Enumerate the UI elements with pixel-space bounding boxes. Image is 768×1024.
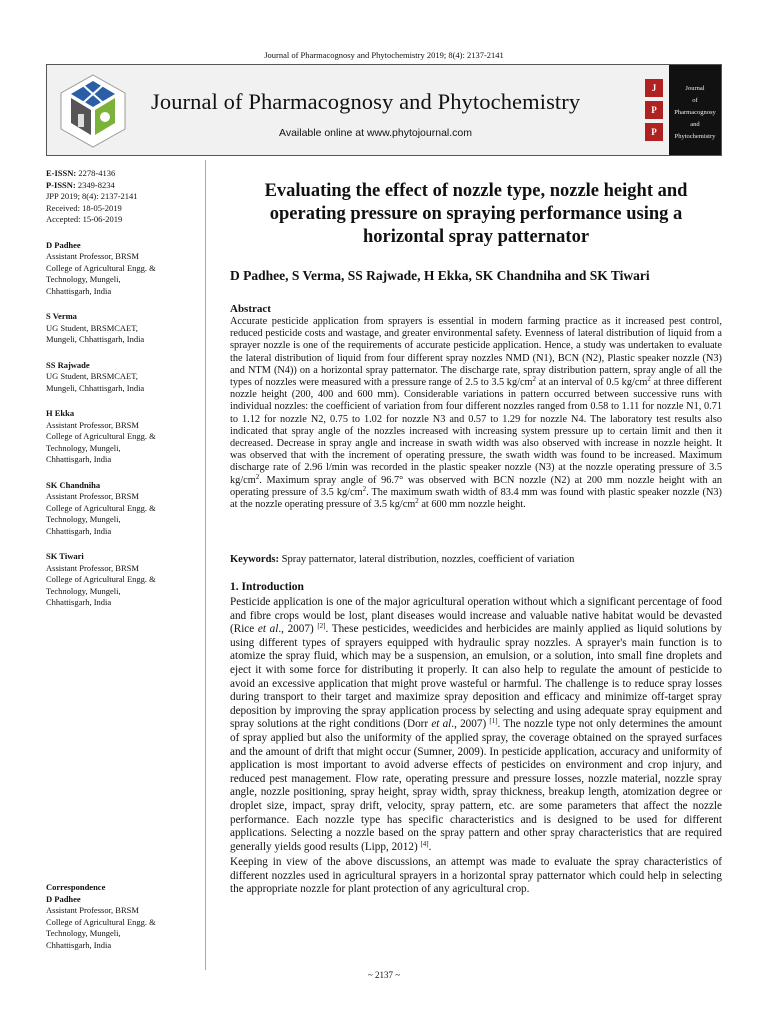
eissn-value: 2278-4136 bbox=[78, 168, 116, 178]
citation-ref[interactable]: [4] bbox=[420, 839, 429, 848]
author-name: H Ekka bbox=[46, 408, 75, 418]
jpp-letter: P bbox=[645, 123, 663, 141]
column-divider bbox=[205, 160, 206, 970]
accepted-date: 15-06-2019 bbox=[82, 214, 123, 224]
citation-ref[interactable]: [2] bbox=[317, 622, 326, 631]
page-number: ~ 2137 ~ bbox=[367, 970, 401, 980]
article-meta bbox=[46, 168, 196, 226]
journal-banner bbox=[46, 64, 722, 156]
keywords-text: Spray patternator, lateral distribution, nozzles, coefficient of variation bbox=[279, 554, 575, 565]
affiliation-line: College of Agricultural Engg. & bbox=[46, 574, 156, 584]
author-name: SS Rajwade bbox=[46, 359, 90, 370]
affiliation-list bbox=[46, 240, 196, 609]
affiliation-line: Chhattisgarh, India bbox=[46, 525, 112, 536]
journal-cover-thumbnail bbox=[669, 65, 721, 155]
affiliation-line: Technology, Mungeli, bbox=[46, 928, 121, 938]
cover-text: Journal bbox=[685, 85, 705, 92]
affiliation-line: Mungeli, Chhattisgarh, India bbox=[46, 382, 145, 393]
correspondence-name: D Padhee bbox=[46, 893, 81, 904]
jpp-badge bbox=[645, 79, 663, 145]
jpp-citation: JPP 2019; 8(4): 2137-2141 bbox=[46, 191, 138, 201]
author-name: D Padhee bbox=[46, 239, 81, 250]
affiliation-line: College of Agricultural Engg. & bbox=[46, 262, 156, 273]
citation-ref[interactable]: [1] bbox=[489, 717, 498, 726]
affiliation-line: Assistant Professor, BRSM bbox=[46, 419, 139, 430]
affiliation-block bbox=[46, 311, 196, 346]
affiliation-block bbox=[46, 408, 196, 466]
author-name: SK Tiwari bbox=[46, 551, 84, 561]
correspondence-block bbox=[46, 882, 196, 951]
author-list: D Padhee, S Verma, SS Rajwade, H Ekka, SK Chandniha and SK Tiwari bbox=[230, 268, 650, 283]
affiliation-line: UG Student, BRSMCAET, bbox=[46, 322, 138, 333]
journal-logo-icon bbox=[53, 71, 133, 151]
accepted-label: Accepted: bbox=[46, 214, 81, 224]
eissn-label: E-ISSN: bbox=[46, 168, 77, 178]
abstract-text: Accurate pesticide application from sprayers is essential in modern farming practice as it increased pest control, reduced pesticide costs and wastage, and greater environmental safety. Evenness of lateral distribution of liquid from a sprayer nozzle is one of the requirements of accurate pesticide application. Hence, a study was undertaken to evaluate the lateral distribution of liquid from four different spray nozzles NMD (N1), BCN (N2), Plastic speaker nozzle (N3) and NTM (N4)) on a horizontal spray patternator. The discharge rate, spray distribution pattern, spray angle of all the types of nozzles were measured with a pressure range of 2.5 to 3.5 $kg/cm^2$ at an interval of 0.5 $kg/cm^2$ at three different nozzle height (200, 400 and 600 mm). Considerable variations in pattern occurred between successive runs with individual nozzles: the coefficient of variation from four different nozzles ranged from 0.58 to 1.11 for nozzle N1, 0.71 to 1.12 for nozzle N2, 0.75 to 1.02 for nozzle N3 and 0.57 to 1.29 for nozzle N4. The laboratory test results also indicated that spray angle of the nozzles increased with increasing system pressure up to certain limit and then it decreased. Decrease in spray angle and increase in swath width was also observed with increase in nozzle height. It was observed that with the increment of operating pressure, the swath width was found to be increased. Maximum discharge rate of 2.96 l/min was recorded in the plastic speaker nozzle (N3) at the nozzle operating pressure of 3.5 $kg/cm^2$. Maximum spray angle of 96.7° was observed with BCN nozzle (N2) at 200 mm nozzle height with an operating pressure of 3.5 $kg/cm^2$. The maximum swath width of 83.4 mm was found with plastic speaker nozzle (N3) at the nozzle operating pressure of 3.5 $kg/cm^2$ at 600 mm nozzle height. bbox=[230, 316, 722, 511]
article-title: Evaluating the effect of nozzle type, nozzle height and operating pressure on spraying performance using a horizontal spray patternator bbox=[264, 181, 688, 247]
abstract-heading: Abstract bbox=[230, 303, 271, 315]
affiliation-line: Assistant Professor, BRSM bbox=[46, 491, 139, 501]
author-name: SK Chandniha bbox=[46, 479, 101, 490]
received-label: Received: bbox=[46, 202, 80, 213]
affiliation-line: College of Agricultural Engg. & bbox=[46, 502, 156, 513]
affiliation-line: Technology, Mungeli, bbox=[46, 585, 121, 596]
journal-title: Journal of Pharmacognosy and Phytochemistry bbox=[151, 89, 581, 114]
introduction-heading: 1. Introduction bbox=[230, 581, 304, 593]
affiliation-block bbox=[46, 240, 196, 298]
affiliation-line: Technology, Mungeli, bbox=[46, 274, 121, 284]
cover-text: Pharmacognosy bbox=[674, 109, 716, 116]
received-date: 18-05-2019 bbox=[82, 202, 122, 213]
affiliation-line: Technology, Mungeli, bbox=[46, 442, 121, 453]
affiliation-block bbox=[46, 360, 196, 395]
cover-text: Phytochemistry bbox=[674, 133, 716, 140]
author-name: S Verma bbox=[46, 311, 77, 321]
paragraph: Keeping in view of the above discussions, an attempt was made to evaluate the spray characteristics of different nozzles used in agricultural sprayers in a horizontal spray patternator which could help in selecting the appropriate nozzle for plant protection of any agricultural crop. bbox=[230, 856, 722, 896]
affiliation-line: College of Agricultural Engg. & bbox=[46, 916, 156, 927]
pissn-value: 2349-8234 bbox=[77, 179, 115, 190]
affiliation-line: Assistant Professor, BRSM bbox=[46, 905, 139, 915]
affiliation-line: Chhattisgarh, India bbox=[46, 939, 112, 950]
pissn-label: P-ISSN: bbox=[46, 179, 76, 190]
affiliation-line: Chhattisgarh, India bbox=[46, 597, 112, 607]
introduction-body bbox=[230, 596, 722, 897]
paragraph: Pesticide application is one of the major agricultural operation without which a significant percentage of food and fibre crops would be lost, plant diseases would increase and valuable native habitat would be devasted (Rice et al., 2007) [2]. These pesticides, weedicides and herbicides are mainly applied as liquid solutions by using different types of sprayers equipped with hydraulic spray nozzles. A sprayer's main function is to atomize the spray fluid, which may be a suspension, an emulsion, or a solution, into small fine droplets and eject it with some force for distributing it properly. It can also help to regulate the amount of pesticide to avoid an excessive application that might prove wasteful or harmful. The challenge is to reduce spray losses during transport to their target and maximize spray deposition and efficacy and minimize off-target spray deposition by improving the spray application process by selecting and using adequate spray equipment and spray solutions at the right conditions (Dorr et al., 2007) [1]. The nozzle type not only determines the amount of spray applied but also the uniformity of the applied spray, the coverage obtained on the sprayed surfaces and the amount of drift that might occur (Sumner, 2009). In pesticide application, accuracy and uniformity of application is most important to avoid adverse effects of pesticides on environment and crop injury, and reduced pest management. Flow rate, operating pressure and pressure losses, nozzle material, nozzle spray angle, nozzle positioning, spray height, spray width, spray thickness, breakup length, atomization degree or droplet size, impact, spray drift, velocity, spray pattern, etc. are some parameters that affect the nozzle performance. Each nozzle type has specific characteristics and is designed to be used for different applications. Selecting a nozzle based on the spray pattern and other spray characteristics that are required generally yields good results (Lipp, 2012) [4]. bbox=[230, 596, 723, 853]
affiliation-block bbox=[46, 551, 196, 609]
affiliation-line: Chhattisgarh, India bbox=[46, 454, 112, 464]
affiliation-line: Technology, Mungeli, bbox=[46, 514, 121, 524]
affiliation-line: Assistant Professor, BRSM bbox=[46, 251, 139, 261]
keywords bbox=[230, 554, 722, 565]
affiliation-line: Assistant Professor, BRSM bbox=[46, 562, 139, 573]
cover-text: of bbox=[692, 97, 698, 104]
jpp-letter: P bbox=[645, 101, 663, 119]
journal-website-line: Available online at www.phytojournal.com bbox=[279, 127, 472, 139]
affiliation-block bbox=[46, 480, 196, 538]
affiliation-line: Mungeli, Chhattisgarh, India bbox=[46, 334, 145, 344]
affiliation-line: Chhattisgarh, India bbox=[46, 285, 112, 296]
sidebar bbox=[46, 168, 196, 609]
correspondence-label: Correspondence bbox=[46, 882, 106, 892]
jpp-letter: J bbox=[645, 79, 663, 97]
keywords-label: Keywords: bbox=[230, 554, 279, 565]
journal-citation-header: Journal of Pharmacognosy and Phytochemistry 2019; 8(4): 2137-2141 bbox=[264, 50, 504, 60]
affiliation-line: UG Student, BRSMCAET, bbox=[46, 371, 138, 381]
cover-text: and bbox=[690, 121, 700, 128]
affiliation-line: College of Agricultural Engg. & bbox=[46, 431, 156, 441]
